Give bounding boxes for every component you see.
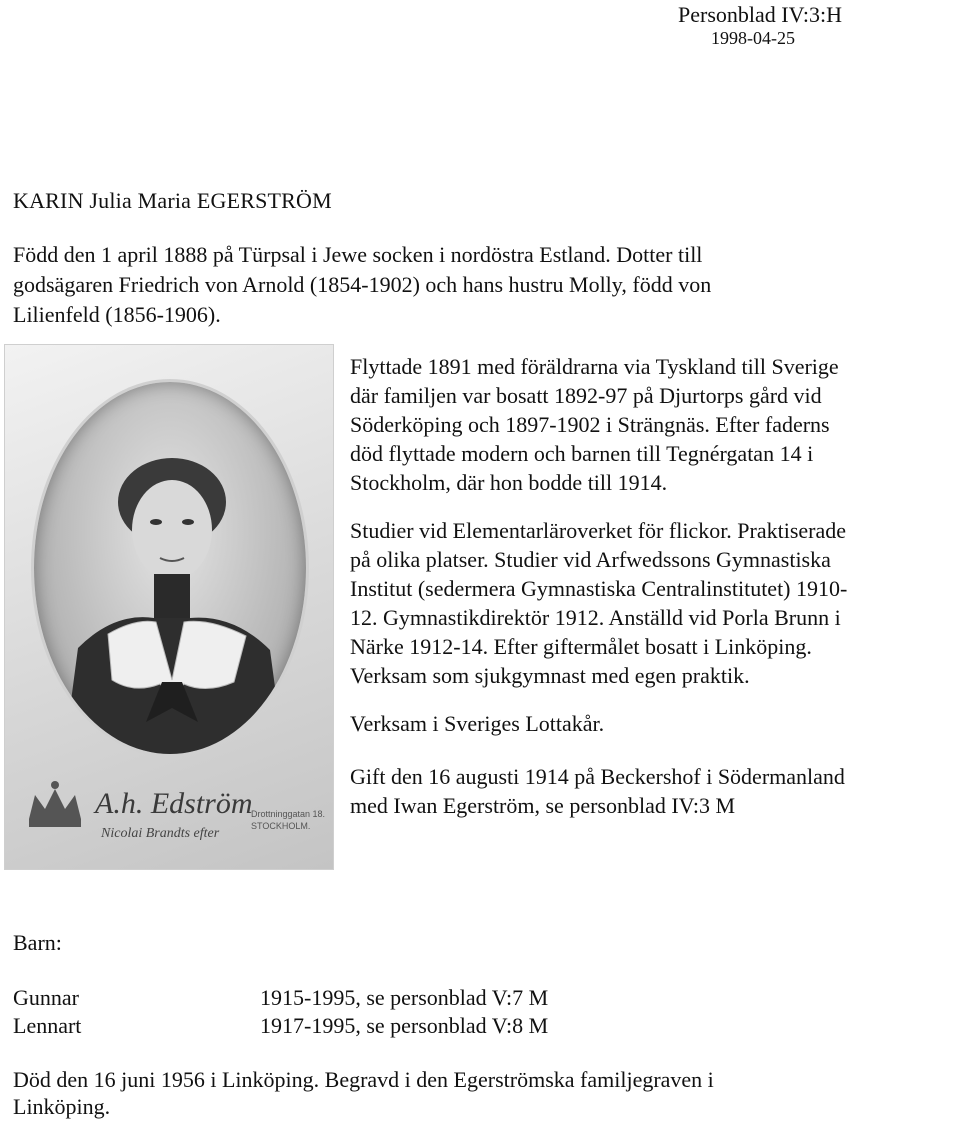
portrait-figure: [34, 382, 306, 754]
studio-signature: A.h. Edström: [95, 787, 253, 820]
birth-line: Lilienfeld (1856-1906).: [13, 302, 221, 327]
bio-line: 12. Gymnastikdirektör 1912. Anställd vid Porla Brunn i: [350, 605, 841, 630]
studio-city: STOCKHOLM.: [251, 821, 311, 831]
bio-line: död flyttade modern och barnen till Tegnérgatan 14 i: [350, 441, 814, 466]
bio-line: där familjen var bosatt 1892-97 på Djurtorps gård vid: [350, 383, 822, 408]
bio-line: Studier vid Elementarläroverket för flickor. Praktiserade: [350, 518, 847, 543]
person-name: KARIN Julia Maria EGERSTRÖM: [13, 188, 332, 213]
studio-mark: [5, 761, 334, 861]
portrait-oval: [31, 379, 309, 757]
bio-line: Institut (sedermera Gymnastiska Centralinstitutet) 1910-: [350, 576, 848, 601]
child-name: Gunnar: [13, 985, 79, 1010]
bio-line: Verksam i Sveriges Lottakår.: [350, 711, 605, 736]
child-name: Lennart: [13, 1013, 82, 1038]
death-line: Död den 16 juni 1956 i Linköping. Begravd i den Egerströmska familjegraven i: [13, 1067, 714, 1092]
portrait-photograph: [4, 344, 334, 870]
birth-line: Född den 1 april 1888 på Türpsal i Jewe socken i nordöstra Estland. Dotter till: [13, 242, 703, 267]
document-reference: Personblad IV:3:H: [678, 2, 842, 27]
child-info: 1915-1995, se personblad V:7 M: [260, 985, 549, 1010]
bio-line: Verksam som sjukgymnast med egen praktik.: [350, 663, 750, 688]
child-info: 1917-1995, se personblad V:8 M: [260, 1013, 549, 1038]
bio-line: Flyttade 1891 med föräldrarna via Tyskland till Sverige: [350, 354, 839, 379]
bio-line: Stockholm, där hon bodde till 1914.: [350, 470, 668, 495]
bio-line: Gift den 16 augusti 1914 på Beckershof i Södermanland: [350, 764, 845, 789]
birth-line: godsägaren Friedrich von Arnold (1854-1902) och hans hustru Molly, född von: [13, 272, 712, 297]
bio-line: Söderköping och 1897-1902 i Strängnäs. Efter faderns: [350, 412, 830, 437]
bio-line: Närke 1912-14. Efter giftermålet bosatt i Linköping.: [350, 634, 812, 659]
death-line: Linköping.: [13, 1094, 111, 1119]
bio-line: på olika platser. Studier vid Arfwedssons Gymnastiska: [350, 547, 831, 572]
bio-line: med Iwan Egerström, se personblad IV:3 M: [350, 793, 736, 818]
studio-subline: Nicolai Brandts efter: [101, 826, 220, 841]
document-date: 1998-04-25: [711, 28, 795, 48]
crown-icon: [29, 781, 81, 827]
children-label: Barn:: [13, 930, 62, 955]
studio-address: Drottninggatan 18.: [251, 809, 326, 819]
